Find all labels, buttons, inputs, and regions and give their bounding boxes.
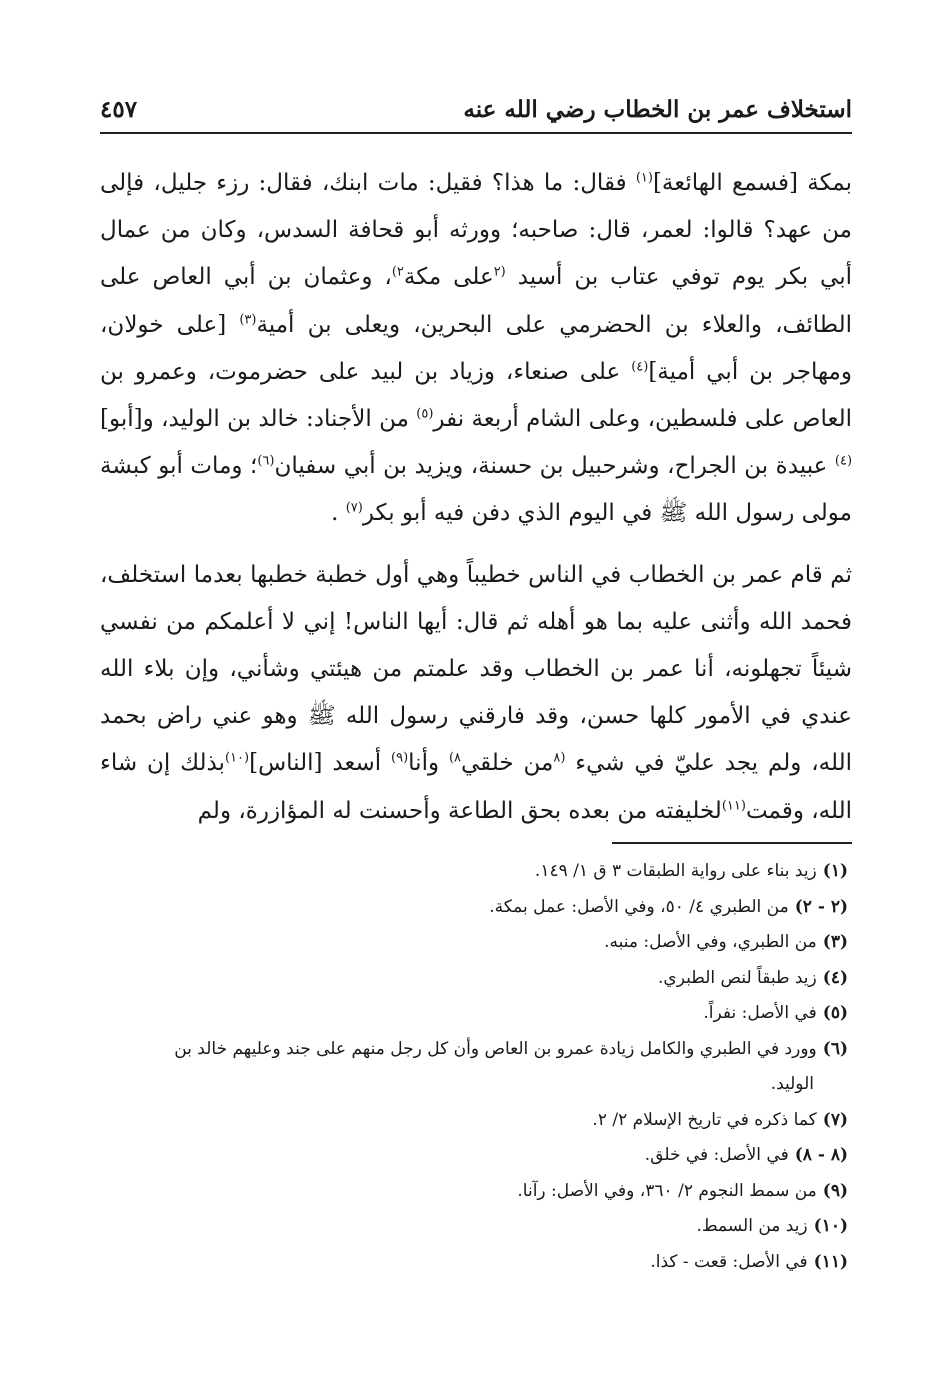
footnote-marker: ٢) [391,264,404,280]
text-segment: [على خولان، ومهاجر بن أبي أمية] [100,311,852,385]
footnote-number: (٢ - ٢) [794,896,848,917]
footnote-item [100,961,852,997]
text-segment: على صنعاء، وزياد بن لبيد على حضرموت، وعمرو بن العاص على فلسطين، وعلى الشام أربعة نفر [100,358,852,433]
footnote-marker: (٧) [345,500,363,516]
footnote-item [100,1103,852,1139]
text-segment: بمكة [فسمع الهائعة] [652,170,852,196]
text-segment: عبيدة بن الجراح، وشرحبيل بن حسنة، ويزيد بن أبي سفيان [274,453,835,480]
footnote-item [100,1032,852,1103]
text-segment: أسعد [الناس] [249,750,392,777]
footnote-number: (١) [822,861,848,881]
footnote-marker: (٣) [239,311,257,327]
footnote-marker: (٩) [391,750,409,766]
paragraph-1 [100,160,852,538]
footnote-marker: (١) [635,170,653,186]
footnote-marker: (٦) [257,453,275,469]
footnote-text: في الأصل: في خلق. [644,1145,789,1165]
text-segment: على مكة [403,264,494,291]
footnote-text: من الطبري ٤/ ٥٠، وفي الأصل: عمل بمكة. [489,896,789,917]
footnote-marker: (١١) [721,797,746,813]
footnote-item [100,890,852,926]
footnote-marker: (١٠) [224,750,250,766]
footnote-number: (٦) [822,1038,848,1059]
footnote-marker: (٢ [493,264,506,280]
footnote-marker: (٤) [834,453,853,469]
footnote-marker: (٨ [553,750,566,766]
footnote-text: في الأصل: نفراً. [703,1003,817,1023]
footnote-item [100,1245,852,1281]
footnote-item [100,1138,852,1174]
footnote-text: زيد من السمط. [696,1216,808,1236]
footnote-item [100,925,852,961]
footnote-number: (٤) [822,967,848,988]
footnote-text: زيد بناء على رواية الطبقات ٣ ق ١/ ١٤٩. [534,861,817,881]
footnotes-list [100,854,852,1280]
text-segment: من خلقي [461,750,554,777]
footnote-text: زيد طبقاً لنص الطبري. [658,967,817,988]
header-title: استخلاف عمر بن الخطاب رضي الله عنه [463,96,852,123]
text-segment: ، وعثمان بن أبي العاص على الطائف، والعلاء بن الحضرمي على البحرين، ويعلى بن أمية [100,264,853,338]
footnote-number: (١١) [813,1251,848,1272]
main-text [100,160,852,835]
footnote-number: (٨ - ٨) [794,1145,848,1165]
running-header [100,92,852,134]
text-segment: لخليفته من بعده بحق الطاعة وأحسنت له المؤازرة، ولم [197,797,722,824]
footnote-text: من سمط النجوم ٢/ ٣٦٠، وفي الأصل: رآنا. [517,1180,817,1201]
page-number: ٤٥٧ [100,96,138,123]
footnote-continuation: الوليد. [770,1074,814,1094]
footnote-number: (١٠) [813,1216,848,1236]
text-segment: ثم قام عمر بن الخطاب في الناس خطيباً وهي أول خطبة خطبها بعدما استخلف، فحمد الله وأثنى عليه بما هو أهله ثم قال: أيها الناس! إني لا أعلمكم من نفسي شيئاً تجهلونه، أنا عمر بن الخطاب وقد علمتم من هيئتي وشأني، وإن بلاء الله عندي في الأمور كلها حسن، وقد فارقني رسول الله ﷺ وهو عني راض بحمد الله، ولم يجد عليّ في شيء [100,561,853,777]
footnote-number: (٥) [822,1003,848,1023]
footnote-text: في الأصل: قعت - كذا. [650,1251,808,1272]
footnote-separator [612,842,852,844]
text-segment: فقال: ما هذا؟ فقيل: مات ابنك، فقال: رزء جليل، فإلى من عهد؟ قالوا: لعمر، قال: صاحبه؛ وورثه أبو قحافة السدس، وكان من عمال أبي بكر يوم توفي عتاب بن أسيد [100,170,852,291]
footnote-item [100,996,852,1032]
footnote-text: من الطبري، وفي الأصل: منبه. [604,932,817,952]
footnote-number: (٧) [822,1109,848,1130]
text-segment: ؛ ومات أبو كبشة مولى رسول الله ﷺ في اليوم الذي دفن فيه أبو بكر [100,453,852,527]
footnote-text: وورد في الطبري والكامل زيادة عمرو بن العاص وأن كل رجل منهم على جند وعليهم خالد بن [174,1038,817,1059]
footnote-marker: (٥) [416,406,434,422]
footnote-marker: (٤) [631,359,649,375]
text-segment: وأنا [408,750,449,777]
paragraph-2 [100,552,852,835]
footnote-marker: ٨) [448,750,461,766]
footnote-item [100,854,852,890]
footnote-number: (٣) [822,932,848,952]
text-segment: . [331,500,346,527]
text-segment: من الأجناد: خالد بن الوليد، و[أبو] [100,406,417,433]
footnote-text: كما ذكره في تاريخ الإسلام ٢/ ٢. [592,1109,817,1130]
text-segment: بذلك إن شاء الله، وقمت [100,750,852,824]
footnote-number: (٩) [822,1180,848,1201]
footnote-item [100,1174,852,1210]
footnote-item [100,1209,852,1245]
